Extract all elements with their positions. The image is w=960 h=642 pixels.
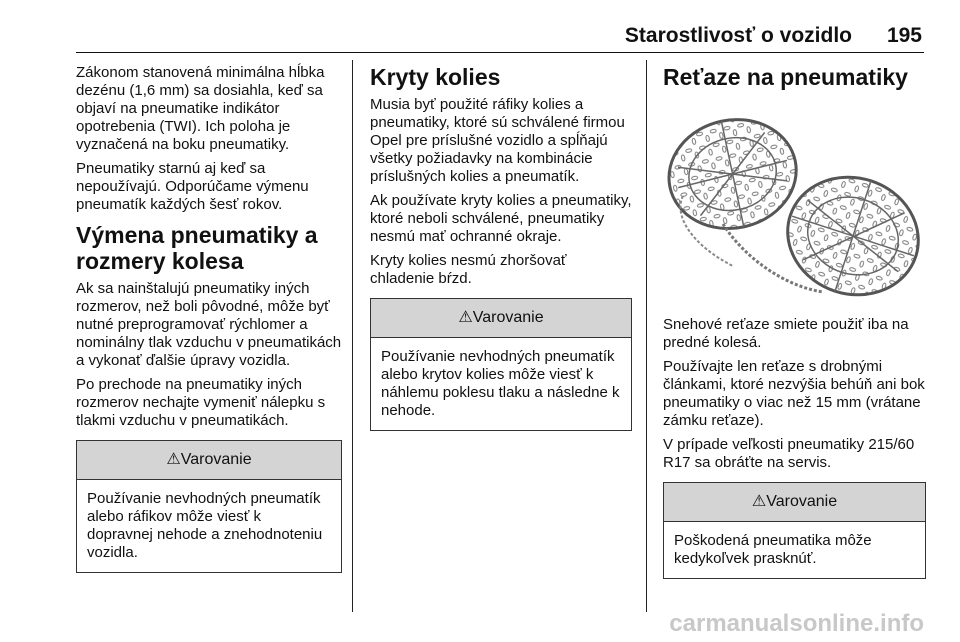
wheel-covers-paragraph-1: Musia byť použité ráfiky kolies a pneumatiky, ktoré sú schválené firmou Opel pre príslušné vozidlo a spĺňajú všetky požiadavky na kombinácie príslušných kolies a pneumatík.	[370, 96, 625, 185]
section-heading-tire-change: Výmena pneumatiky a rozmery kolesa	[76, 222, 318, 274]
warning-header	[77, 441, 341, 480]
warning-box	[663, 482, 926, 579]
column-3	[663, 64, 926, 579]
chains-size-paragraph: V prípade veľkosti pneumatiky 215/60 R17 sa obráťte na servis.	[663, 436, 915, 471]
warning-triangle-icon: ⚠	[166, 451, 181, 468]
warning-box	[76, 440, 342, 573]
warning-text: Poškodená pneumatika môže kedykoľvek prasknúť.	[674, 532, 872, 567]
warning-header	[664, 483, 925, 522]
tire-aging-paragraph: Pneumatiky starnú aj keď sa nepoužívajú. Odporúčame výmenu pneumatík každých šesť rokov.	[76, 160, 309, 213]
warning-text: Používanie nevhodných pneumatík alebo krytov kolies môže viesť k náhlemu poklesu tlaku a následne k nehode.	[381, 348, 620, 419]
wheel-covers-paragraph-3: Kryty kolies nesmú zhoršovať chladenie bŕzd.	[370, 252, 567, 287]
warning-header	[371, 299, 631, 338]
warning-text: Používanie nevhodných pneumatík alebo ráfikov môže viesť k dopravnej nehode a znehodnoteniu vozidla.	[87, 490, 323, 561]
column-divider-2	[646, 60, 647, 612]
page-title: Starostlivosť o vozidlo	[624, 24, 852, 47]
watermark: carmanualsonline.info	[669, 610, 924, 637]
column-1	[76, 64, 342, 573]
snow-chains-illustration	[663, 96, 926, 308]
section-heading-wheel-covers: Kryty kolies	[370, 64, 501, 90]
warning-body	[664, 522, 925, 578]
page-header	[0, 24, 960, 52]
column-divider-1	[352, 60, 353, 612]
snow-chains-icon	[663, 96, 926, 308]
page-number: 195	[886, 24, 922, 47]
warning-box	[370, 298, 632, 431]
tread-depth-paragraph: Zákonom stanovená minimálna hĺbka dezénu (1,6 mm) sa dosiahla, keď sa objaví na pneumatike indikátor opotrebenia (TWI). Ich poloha je vyznačená na boku pneumatiky.	[76, 64, 325, 153]
column-2	[370, 64, 632, 431]
warning-body	[371, 338, 631, 430]
warning-body	[77, 480, 341, 572]
warning-title: Varovanie	[766, 493, 838, 510]
tire-size-paragraph: Ak sa nainštalujú pneumatiky iných rozmerov, než boli pôvodné, môže byť nutné preprogramovať rýchlomer a nominálny tlak vzduchu v pneumatikách a vykonať ďalšie úpravy vozidla.	[76, 280, 342, 369]
chains-links-paragraph: Používajte len reťaze s drobnými článkami, ktoré nezvýšia behúň ani bok pneumatiky o viac než 15 mm (vrátane zámku reťaze).	[663, 358, 925, 429]
header-rule	[76, 52, 924, 53]
section-heading-snow-chains: Reťaze na pneumatiky	[663, 64, 908, 90]
warning-triangle-icon: ⚠	[458, 309, 473, 326]
wheel-covers-paragraph-2: Ak používate kryty kolies a pneumatiky, ktoré neboli schválené, pneumatiky nesmú mať ochranné okraje.	[370, 192, 632, 245]
warning-triangle-icon: ⚠	[751, 493, 767, 510]
pressure-label-paragraph: Po prechode na pneumatiky iných rozmerov nechajte vymeniť nálepku s tlakmi vzduchu v pneumatikách.	[76, 376, 326, 429]
warning-title: Varovanie	[180, 451, 252, 468]
chains-front-paragraph: Snehové reťaze smiete použiť iba na predné kolesá.	[663, 316, 909, 351]
warning-title: Varovanie	[472, 309, 544, 326]
